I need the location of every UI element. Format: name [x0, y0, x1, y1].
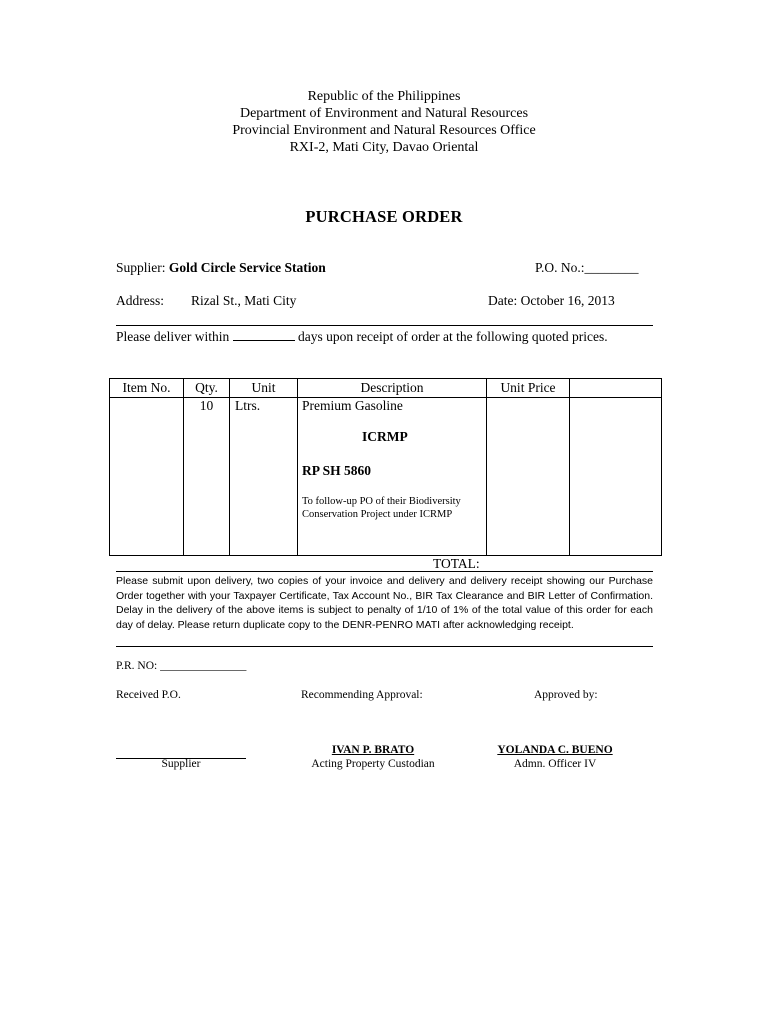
- officer-name: YOLANDA C. BUENO: [497, 744, 613, 756]
- approved-label: Approved by:: [534, 689, 598, 701]
- delivery-terms: Please submit upon delivery, two copies of your invoice and delivery and delivery receipt showing our Purchase Order together with your Taxpayer Certificate, Tax Account No., BIR Tax Clearance and BIR Letter of Confirmation. Delay in the delivery of the above items is subject to penalty of 1/10 of 1% of the total value of this order for each day of delay. Please return duplicate copy to the DENR-PENRO MATI after acknowledging receipt.: [116, 575, 653, 631]
- delivery-instruction: [116, 328, 653, 345]
- delivery-text-after: days upon receipt of order at the following quoted prices.: [297, 329, 608, 344]
- officer-role: Admn. Officer IV: [513, 758, 597, 770]
- agency-header: [0, 88, 768, 156]
- divider-line: [116, 325, 653, 326]
- custodian-role: Acting Property Custodian: [311, 758, 435, 770]
- po-number-label: P.O. No.:: [535, 260, 585, 275]
- table-row: [110, 398, 662, 556]
- date-row: [488, 293, 615, 309]
- pr-number-row: [116, 660, 246, 672]
- col-header-item-no: Item No.: [110, 379, 184, 398]
- header-line-office: Provincial Environment and Natural Resources Office: [232, 123, 536, 138]
- po-number-value: ________: [584, 260, 639, 275]
- desc-project: ICRMP: [362, 429, 408, 444]
- supplier-value: Gold Circle Service Station: [168, 260, 326, 275]
- pr-number-value: _______________: [160, 660, 247, 672]
- col-header-amount: [570, 379, 662, 398]
- supplier-role: Supplier: [161, 758, 201, 770]
- address-label: Address:: [116, 293, 164, 308]
- document-title: PURCHASE ORDER: [305, 207, 463, 226]
- header-line-department: Department of Environment and Natural Resources: [239, 106, 529, 121]
- pr-number-label: P.R. NO:: [116, 660, 158, 672]
- total-divider: [116, 571, 653, 572]
- delivery-text-before: Please deliver within: [116, 329, 230, 344]
- cell-amount: [570, 398, 662, 556]
- desc-product: Premium Gasoline: [302, 398, 403, 413]
- date-label: Date:: [488, 293, 518, 308]
- col-header-qty: Qty.: [184, 379, 230, 398]
- address-value: Rizal St., Mati City: [191, 293, 297, 308]
- custodian-name: IVAN P. BRATO: [331, 744, 415, 756]
- po-number-row: [535, 260, 639, 276]
- supplier-label: Supplier:: [116, 260, 166, 275]
- header-line-republic: Republic of the Philippines: [307, 89, 461, 104]
- terms-divider: [116, 646, 653, 647]
- received-label: Received P.O.: [116, 689, 181, 701]
- recommending-label: Recommending Approval:: [301, 689, 423, 701]
- items-table: [109, 378, 662, 556]
- cell-item-no: [110, 398, 184, 556]
- table-header-row: [110, 379, 662, 398]
- col-header-unit: Unit: [230, 379, 298, 398]
- cell-unit-price: [487, 398, 570, 556]
- desc-note: To follow-up PO of their Biodiversity Conservation Project under ICRMP: [302, 496, 461, 520]
- cell-description: [298, 398, 487, 556]
- delivery-days-blank: [233, 328, 295, 341]
- cell-unit: Ltrs.: [230, 398, 298, 556]
- supplier-row: [116, 260, 326, 276]
- date-value: October 16, 2013: [520, 293, 615, 308]
- desc-plate-number: RP SH 5860: [302, 463, 372, 478]
- cell-qty: 10: [184, 398, 230, 556]
- header-line-location: RXI-2, Mati City, Davao Oriental: [289, 140, 479, 155]
- col-header-unit-price: Unit Price: [487, 379, 570, 398]
- col-header-description: Description: [298, 379, 487, 398]
- total-label: TOTAL:: [433, 556, 480, 571]
